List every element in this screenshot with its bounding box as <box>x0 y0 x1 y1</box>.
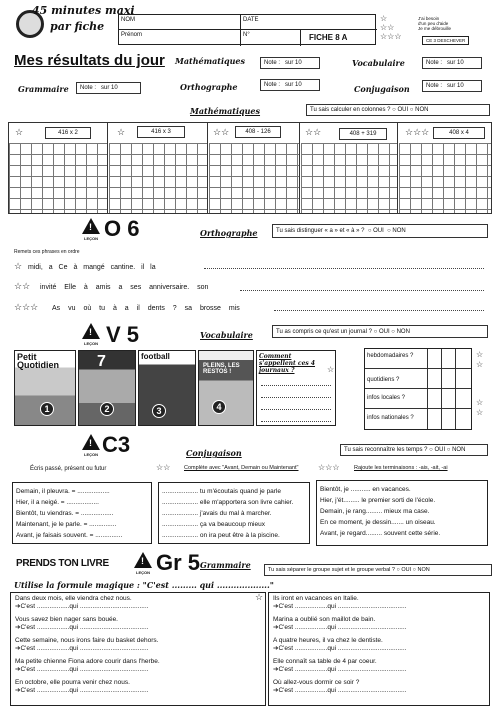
op-1: 416 x 2 <box>45 127 91 139</box>
nom-label: NOM <box>121 17 135 23</box>
ortho-question: Tu sais distinguer « a » et « à » ? ○ OUI ○ NON <box>272 224 488 238</box>
op-3: 408 - 126 <box>235 126 281 138</box>
timer-subtitle: par fiche <box>50 20 105 33</box>
star-icon: ☆ <box>15 127 24 137</box>
star-icon: ☆ <box>255 592 264 602</box>
warning-icon <box>134 552 152 568</box>
results-title: Mes résultats du jour <box>14 52 165 69</box>
note-maths: Note : sur 10 <box>260 57 320 69</box>
star-icon: ☆☆ <box>213 127 230 137</box>
note-ortho: Note : sur 10 <box>260 79 320 91</box>
identity-box <box>118 14 376 45</box>
level-stars-icon: ☆ ☆☆ ☆☆☆ <box>380 14 402 41</box>
ortho-sentence-2: invité Elle à amis a ses anniversaire. son <box>40 284 209 291</box>
help-legend: J'ai besoin d'un peu d'aide Je me débrouille <box>418 16 452 31</box>
prends-ton-livre: PRENDS TON LIVRE <box>16 558 109 569</box>
deschever-tag: CE 3 DESCHEVER <box>422 36 469 45</box>
math-grid-area <box>8 122 492 214</box>
voca-question: Tu as compris ce qu'est un journal ? ○ OUI ○ NON <box>272 325 488 338</box>
voca-title: Vocabulaire <box>200 330 253 340</box>
note-voca: Note : sur 10 <box>422 57 482 69</box>
conj-question: Tu sais reconnaître les temps ? ○ OUI ○ NON <box>340 444 488 456</box>
star-icon: ☆ ☆ <box>476 350 484 369</box>
star-icon: ☆ <box>117 127 126 137</box>
star-icon: ☆☆☆ <box>318 463 340 472</box>
op-4: 408 + 319 <box>339 128 387 140</box>
star-icon: ☆☆ <box>14 281 31 291</box>
warning-icon <box>82 323 100 339</box>
lesson-label: LEÇON <box>84 341 98 346</box>
subject-ortho: Orthographe <box>180 82 238 92</box>
op-2: 416 x 3 <box>137 126 185 138</box>
op-5: 408 x 4 <box>433 127 485 139</box>
gram-formula: Utilise la formule magique : "C'est ......... qui ..................." <box>14 580 274 590</box>
journal-names-box: Comment s'appellent ces 4 journaux ? ☆ <box>256 350 336 426</box>
newspaper-cover-4: PLEINS, LES RESTOS ! <box>198 350 254 426</box>
cover-number-3: 3 <box>152 404 166 418</box>
star-icon: ☆☆ <box>305 127 322 137</box>
subject-voca: Vocabulaire <box>352 58 405 68</box>
gram-left: ☆ Dans deux mois, elle viendra chez nous. ➔ C'est ..................qui ...................................... Vous savez bien nager sans bouée. ➔ C'est ..................qui ...................................... Cette semaine, nous irons faire du basket dehors. ➔ C'est ..................qui ...................................... Ma petite chienne Fiona adore courir dans l'herbe. ➔ C'est ..................qui ...................................... En octobre, elle pourra venir chez nous. ➔ C'est ..................qui ...................................... <box>10 592 266 706</box>
subject-gram: Grammaire <box>18 84 69 94</box>
note-gram: Note : sur 10 <box>76 82 141 94</box>
newspaper-cover-3: football <box>138 350 196 426</box>
voca-code: V 5 <box>106 322 140 347</box>
subject-maths: Mathématiques <box>175 56 246 66</box>
gram-right: Ils iront en vacances en Italie. ➔ C'est ..................qui ...................................... Marina a oublié son maillot de bain. ➔ C'est ..................qui ...................................... A quatre heures, il va chez le dentiste. ➔ C'est ..................qui ...................................... Elle connaît sa table de 4 par coeur. ➔ C'est ..................qui ...................................... Où allez-vous dormir ce soir ? ➔ C'est ..................qui ...................................... <box>268 592 490 706</box>
prenom-label: Prénom <box>121 32 143 38</box>
star-icon: ☆☆☆ <box>14 302 39 312</box>
warning-icon <box>82 434 100 450</box>
star-icon: ☆ <box>327 365 335 374</box>
star-icon: ☆ ☆ <box>476 398 484 417</box>
journal-categories: hebdomadaires ? quotidiens ? infos locales ? infos nationales ? <box>364 348 472 430</box>
newspaper-cover-2: 7 <box>78 350 136 426</box>
note-conj: Note : sur 10 <box>422 80 482 92</box>
star-icon: ☆☆ <box>156 463 171 472</box>
cover-number-4: 4 <box>212 400 226 414</box>
math-title: Mathématiques <box>190 106 261 116</box>
timer-title: 45 minutes maxi <box>32 4 135 17</box>
lesson-label: LEÇON <box>84 452 98 457</box>
conj-title: Conjugaison <box>186 448 242 458</box>
subject-conj: Conjugaison <box>354 84 410 94</box>
conj-col-1: Demain, il pleuvra. = .................. Hier, il a neigé. = .................. Bientôt, tu viendras. = .................. Maintenant, je le parle. = ............... Avant, je faisais souvent. = ............... <box>12 482 152 544</box>
ortho-title: Orthographe <box>200 228 258 238</box>
math-question: Tu sais calculer en colonnes ? ○ OUI ○ NON <box>306 104 490 116</box>
star-icon: ☆☆☆ <box>405 127 430 137</box>
fiche-title: FICHE 8 A <box>309 33 348 42</box>
conj-col-2: .................... tu m'écoutais quand je parle .................... elle m'apportera son livre cahier. .................... j'avais du mal à marcher. .................... ça va beaucoup mieux .................... on ira peut être à la piscine. <box>158 482 310 544</box>
date-label: DATE <box>243 17 259 23</box>
gram-code: Gr 5 <box>156 550 201 575</box>
lesson-label: LEÇON <box>84 236 98 241</box>
cover-number-1: 1 <box>40 402 54 416</box>
warning-icon <box>82 218 100 234</box>
gram-title: Grammaire <box>200 560 251 570</box>
lesson-label: LEÇON <box>136 570 150 575</box>
ortho-sentence-1: midi, a Ce à mangé cantine. il la <box>28 264 156 271</box>
gram-question: Tu sais séparer le groupe sujet et le groupe verbal ? ○ OUI ○ NON <box>264 564 492 576</box>
newspaper-cover-1: Petit Quotidien <box>14 350 76 426</box>
conj-terms: Rajoute les terminaisons : -ais, -ait, -ai <box>354 465 448 471</box>
ortho-instruction: Remets ces phrases en ordre <box>14 249 80 255</box>
num-label: N° <box>243 32 250 38</box>
ortho-sentence-3: As vu où tu à a il dents ? sa brosse mis <box>52 305 240 312</box>
conj-complete: Complète avec "Avant, Demain ou Maintenant" <box>184 465 299 471</box>
conj-subtitle: Écris passé, présent ou futur <box>30 466 107 472</box>
cover-number-2: 2 <box>100 402 114 416</box>
conj-code: C3 <box>102 432 131 457</box>
ortho-code: O 6 <box>104 216 140 241</box>
star-icon: ☆ <box>14 261 23 271</box>
conj-col-3: Bientôt, je ........... en vacances. Hier, j'ét......... le premier sorti de l'école. Demain, je rang......... mieux ma case. En ce moment, je dessin....... un oiseau. Avant, je regard......... souvent cette série. <box>316 480 488 546</box>
